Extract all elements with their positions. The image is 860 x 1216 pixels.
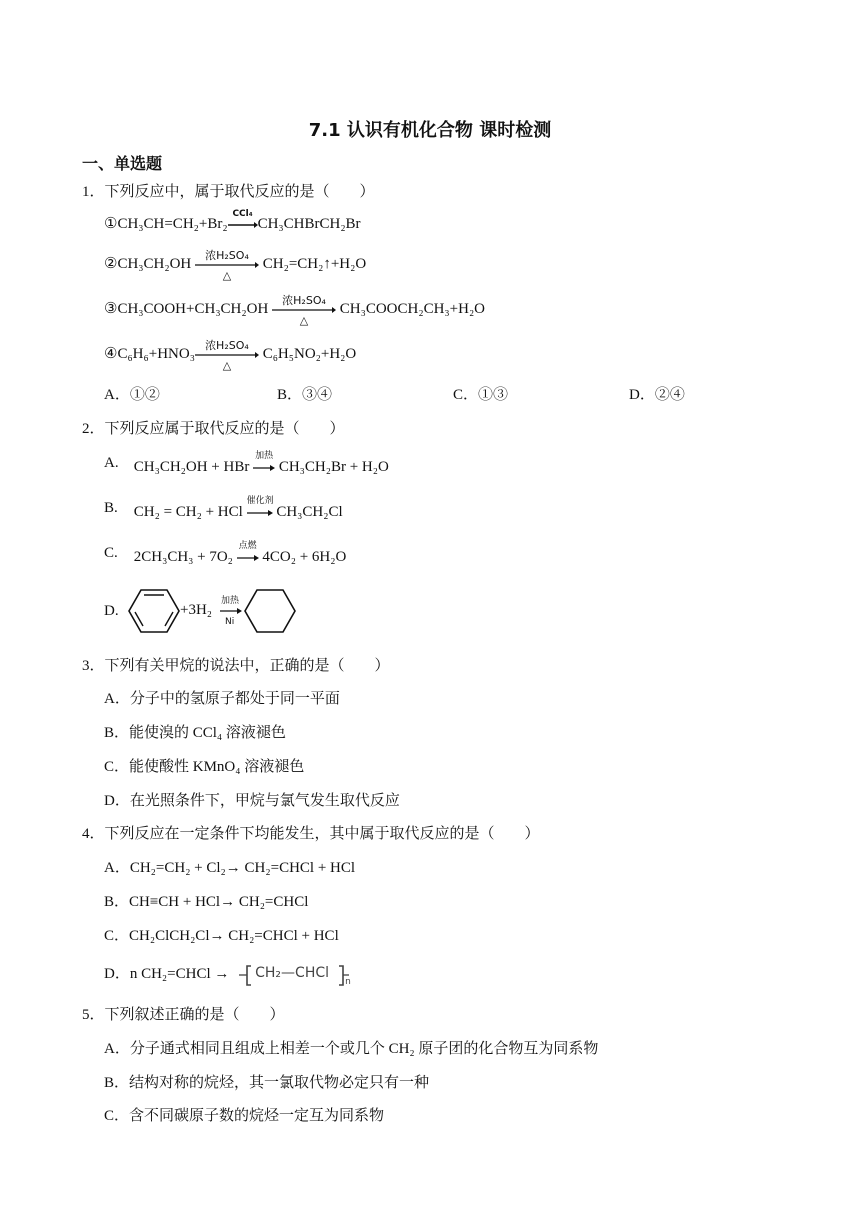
page-title: 7.1 认识有机化合物 课时检测 [308, 120, 552, 141]
question-5-stem: 5．下列叙述正确的是（ ） [82, 1007, 285, 1023]
q2-a-label: A. [104, 455, 119, 471]
q4-option-d[interactable] [104, 962, 357, 987]
q2-b-label: B. [104, 500, 118, 516]
q2-a-right: CH₃CH₂Br + H₂O [278, 459, 389, 475]
q2-b-cond: 催化剂 [246, 495, 274, 506]
q1-option-a[interactable]: A．①② [104, 387, 160, 403]
q5-option-c[interactable]: C．含不同碳原子数的烷烃一定互为同系物 [104, 1108, 385, 1124]
q2-b-right: CH₃CH₂Cl [276, 504, 343, 520]
q4-d-text: D．n CH₂=CHCl → [104, 966, 230, 982]
polymer-unit: CH₂—CHCl [255, 964, 330, 981]
q1-r2-right: CH₂=CH₂↑+H₂O [262, 256, 367, 272]
polymer-n: n [345, 976, 351, 987]
q2-b-left: CH₂ = CH₂ + HCl [133, 504, 243, 520]
reaction-arrow-icon [228, 221, 258, 229]
q4-option-c[interactable]: C．CH₂ClCH₂Cl→ CH₂=CHCl + HCl [104, 928, 339, 944]
benzene-ring-icon [128, 588, 180, 634]
q1-option-c[interactable]: C．①③ [453, 387, 509, 403]
q5-option-a[interactable]: A．分子通式相同且组成上相差一个或几个 CH₂ 原子团的化合物互为同系物 [104, 1041, 599, 1057]
q1-r1-left: ①CH₃CH=CH₂+Br₂ [104, 216, 228, 232]
question-1-stem: 1．下列反应中，属于取代反应的是（ ） [82, 184, 375, 200]
q4-option-a[interactable]: A．CH₂=CH₂ + Cl₂→ CH₂=CHCl + HCl [104, 860, 356, 876]
reaction-arrow-icon [247, 509, 273, 517]
q1-r3-arrow [272, 293, 336, 327]
reaction-arrow-icon [253, 464, 275, 472]
cyclohexane-ring-icon [244, 588, 296, 634]
q1-reaction-3 [104, 293, 486, 327]
section-heading: 一、单选题 [82, 154, 163, 173]
q2-option-a[interactable] [104, 450, 389, 476]
q2-option-b[interactable] [104, 495, 343, 521]
q1-r2-arrow [195, 248, 259, 282]
q1-reaction-1 [104, 208, 361, 233]
question-3-stem: 3．下列有关甲烷的说法中，正确的是（ ） [82, 658, 390, 674]
q1-r4-arrow [195, 338, 259, 372]
q2-a-left: CH₃CH₂OH + HBr [133, 459, 250, 475]
q1-r2-cond-top: 浓H₂SO₄ [205, 248, 249, 262]
q3-option-a[interactable]: A．分子中的氢原子都处于同一平面 [104, 691, 340, 707]
q3-option-c[interactable]: C．能使酸性 KMnO₄ 溶液褪色 [104, 759, 305, 775]
q1-r1-right: CH₃CHBrCH₂Br [257, 216, 361, 232]
q4-option-b[interactable]: B．CH≡CH + HCl→ CH₂=CHCl [104, 894, 309, 910]
q2-option-c[interactable] [104, 540, 347, 566]
q1-r3-right: CH₃COOCH₂CH₃+H₂O [339, 301, 486, 317]
q1-r1-arrow [228, 208, 258, 229]
q1-r3-cond-bot: △ [299, 313, 309, 327]
q2-a-arrow [253, 450, 275, 472]
q2-c-label: C. [104, 545, 118, 561]
q1-reaction-4 [104, 338, 357, 372]
q1-r4-right: C₆H₅NO₂+H₂O [262, 346, 357, 362]
q1-r4-cond-top: 浓H₂SO₄ [205, 338, 249, 352]
q1-r4-cond-bot: △ [222, 358, 232, 372]
q1-option-b[interactable]: B．③④ [277, 387, 333, 403]
q2-c-cond: 点燃 [238, 540, 257, 551]
q1-r2-cond-bot: △ [222, 268, 232, 282]
q1-r4-left: ④C₆H₆+HNO₃ [104, 346, 195, 362]
polymer-formula [237, 963, 357, 987]
reaction-arrow-icon [237, 554, 259, 562]
q2-d-cond-top: 加热 [221, 596, 240, 606]
q2-d-cond-bot: Ni [225, 617, 235, 627]
q2-c-left: 2CH₃CH₃ + 7O₂ [133, 549, 233, 565]
question-2-stem: 2．下列反应属于取代反应的是（ ） [82, 421, 345, 437]
q2-d-reagent: +3H₂ [180, 602, 213, 618]
q2-d-label: D. [104, 603, 119, 619]
q5-option-b[interactable]: B．结构对称的烷烃，其一氯取代物必定只有一种 [104, 1075, 430, 1091]
q1-reaction-2 [104, 248, 367, 282]
q2-a-cond: 加热 [255, 450, 274, 461]
reaction-arrow-icon [220, 607, 242, 615]
q3-option-b[interactable]: B．能使溴的 CCl₄ 溶液褪色 [104, 725, 286, 741]
q2-c-right: 4CO₂ + 6H₂O [262, 549, 347, 565]
q3-option-d[interactable]: D．在光照条件下，甲烷与氯气发生取代反应 [104, 793, 400, 809]
q1-r3-cond-top: 浓H₂SO₄ [282, 293, 326, 307]
q2-c-arrow [237, 540, 259, 562]
q2-b-arrow [246, 495, 274, 517]
q1-option-d[interactable]: D．②④ [629, 387, 685, 403]
q1-r2-left: ②CH₃CH₂OH [104, 256, 192, 272]
q1-r3-left: ③CH₃COOH+CH₃CH₂OH [104, 301, 269, 317]
question-4-stem: 4．下列反应在一定条件下均能发生，其中属于取代反应的是（ ） [82, 826, 540, 842]
q1-r1-condition: CCl₄ [232, 208, 253, 219]
